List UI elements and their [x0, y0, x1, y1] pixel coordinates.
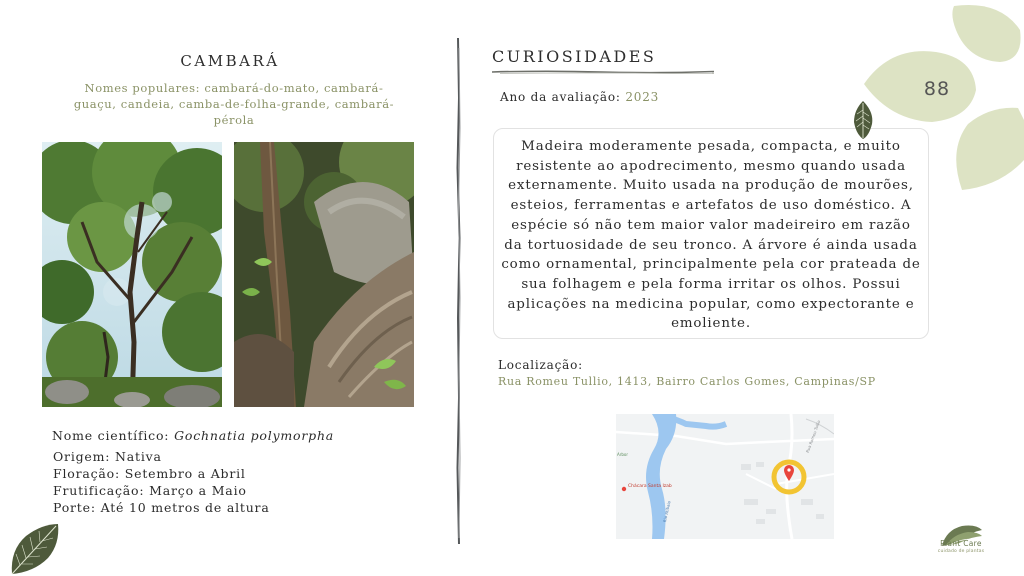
scientific-name-label: Nome científico:	[52, 428, 175, 443]
scientific-name: Gochnatia polymorpha	[174, 428, 335, 443]
popular-names: Nomes populares: cambará-do-mato, cambará-guaçu, candeia, camba-de-folha-grande, cambará-pérola	[73, 81, 395, 127]
page-number: 88	[923, 78, 951, 100]
location-address: Rua Romeu Tullio, 1413, Bairro Carlos Gomes, Campinas/SP	[498, 375, 876, 388]
column-divider	[454, 38, 464, 544]
location-label: Localização:	[498, 358, 583, 372]
section-title: CURIOSIDADES	[492, 47, 657, 66]
curiosities-box: Madeira moderamente pesada, compacta, e muito resistente ao apodrecimento, mesmo quando usada externamente. Muito usada na produção de mourões, esteios, ferramentas e artefatos de uso doméstico. A espécie só não tem maior valor madeireiro em razão da tortuosidade de seu tronco. A árvore é ainda usada como ornamental, principalmente pela cor prateada de sua folhagem e pela forma irritar os olhos. Possui aplicações na medicina popular, como expectorante e emoliente.	[493, 128, 929, 339]
title-underline	[492, 69, 714, 75]
year-value: 2023	[625, 90, 660, 104]
fact-origin: Origem: Nativa	[53, 449, 162, 464]
map-area-label: Arbor	[617, 452, 629, 457]
logo-name: Plant Care	[940, 539, 982, 548]
scientific-name-line	[52, 428, 334, 443]
location-map[interactable]	[616, 414, 834, 539]
poi-marker	[622, 487, 626, 491]
species-facts	[53, 448, 270, 516]
corner-leaf-icon	[8, 520, 60, 576]
tree-trunk-photo	[234, 142, 414, 407]
species-title: CAMBARÁ	[180, 52, 280, 70]
evaluation-year	[500, 90, 659, 104]
fact-fruiting: Frutificação: Março a Maio	[53, 483, 247, 498]
fact-size: Porte: Até 10 metros de altura	[53, 500, 270, 515]
tree-canopy-photo	[42, 142, 222, 407]
small-leaf-icon	[852, 100, 874, 140]
decorative-leaves-icon	[850, 0, 1024, 200]
fact-flowering: Floração: Setembro a Abril	[53, 466, 246, 481]
map-road-label: Rua Romeu Tullio	[804, 419, 822, 454]
map-river-label: Rio Atibaia	[662, 500, 672, 523]
map-poi-label: Chácara Santa Izab	[628, 484, 672, 489]
logo-tagline: cuidado de plantas	[937, 549, 985, 554]
year-label: Ano da avaliação:	[500, 90, 626, 104]
